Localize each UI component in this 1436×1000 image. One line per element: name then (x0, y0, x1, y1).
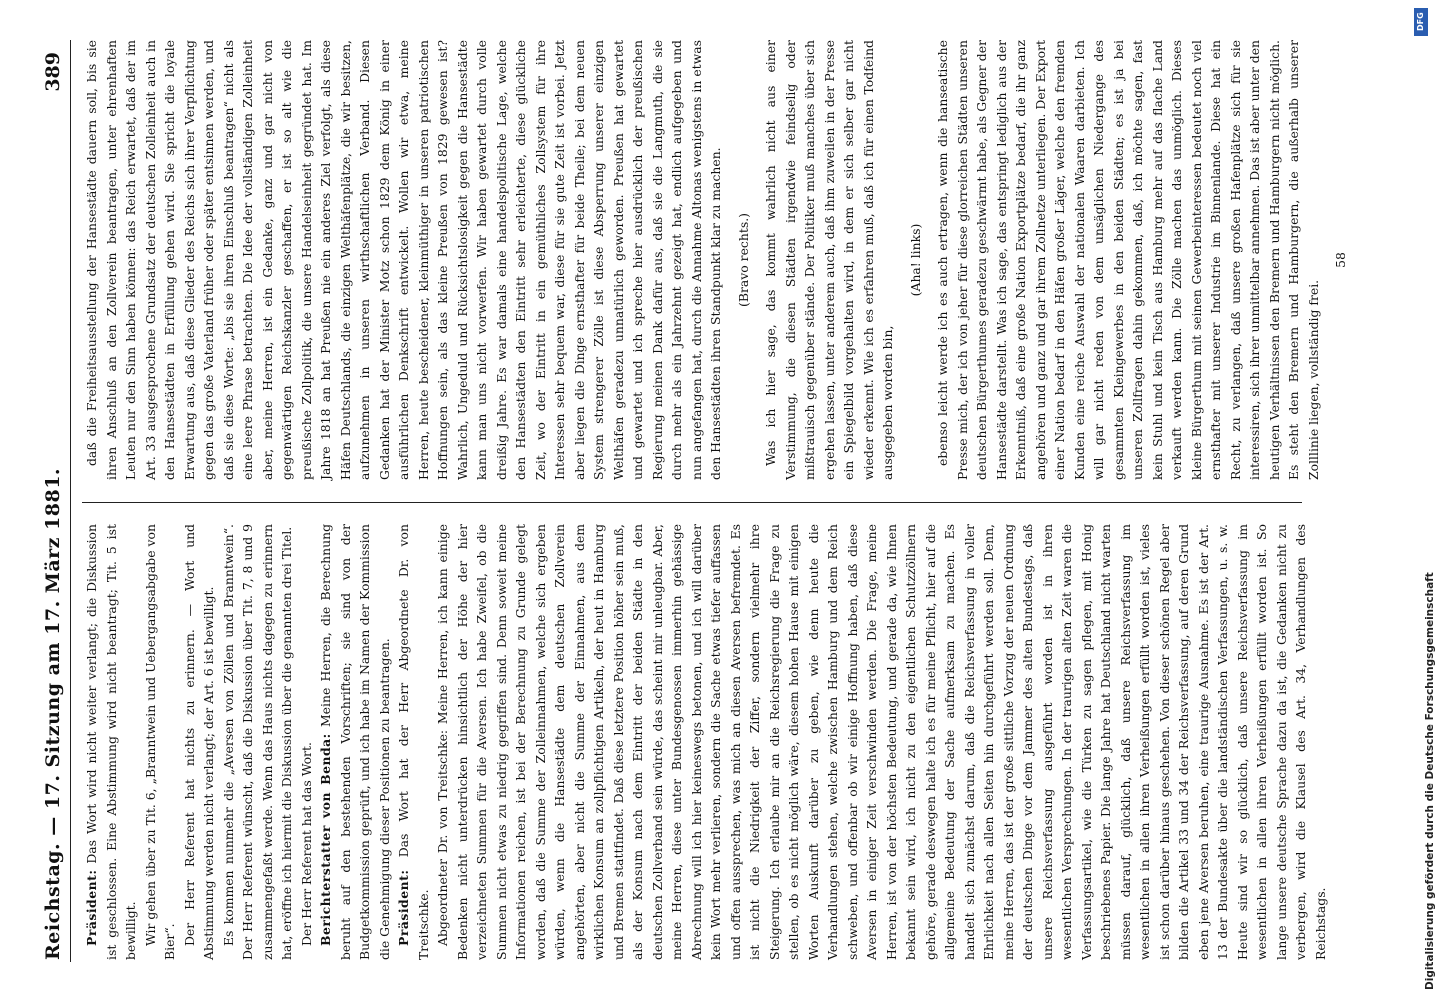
page-number: 389 (42, 52, 64, 92)
dfg-logo: DFG (1414, 8, 1428, 36)
speaker-name: Präsident: (84, 869, 99, 946)
interjection: (Bravo rechts.) (735, 213, 751, 307)
column-divider (82, 502, 1302, 503)
paragraph (180, 524, 219, 960)
speaker-name: Berichterstatter von Benda: (318, 733, 333, 946)
paragraph (141, 524, 180, 960)
digitization-credit: Digitalisierung gefördert durch die Deutsche Forschungsgemeinschaft (1424, 572, 1436, 990)
header-rule (70, 40, 71, 962)
page-header (0, 0, 74, 1000)
paragraph-text: ebenso leicht werde ich es auch ertragen, wenn die hanseatische Presse mich, der ich von jeher für diese glorreichen Städten unseren deutschen Bürgerthumes geradezu geschwärmt habe, als Gegner der Hansestädte darstellt. Was ich sage, das entspringt lediglich aus der Erkenntniß, daß eine große Nation Exportplätze bedarf, die ihr ganz angehören und ganz und gar ihrem Zollnetze unterliegen. Der Export einer Nation bedarf in den Häfen großer Läger, welche den fremden Kunden eine reiche Auswahl der nationalen Waaren darbieten. Ich will gar nicht reden von dem unsäglichen Niedergange des gesammten Kleingewerbes in den beiden Städten; es ist ja bei unseren Zollfragen dahin gekommen, daß, ich möchte sagen, fast kein Stuhl und kein Tisch aus Hamburg mehr auf das flache Land verkauft werden kann. Die Zölle machen das unmöglich. Dieses kleine Bürgerthum mit seinen Gewerbeinteressen bedeutet noch viel ernsthafter mit unserer Industrie im Binnenlande. Diese hat ein Recht, zu verlangen, daß unsere großen Hafenplätze sich für sie interessiren, sich ihrer unmittelbar annehmen. Das ist aber unter den heutigen Verhältnissen den Bremern und Hamburgern nicht möglich. Es steht den Bremern und Hamburgern, die außerhalb unserer Zolllinie liegen, vollständig frei. (935, 39, 1321, 480)
speaker-name: Präsident: (396, 869, 411, 946)
right-column (82, 40, 1359, 480)
interjection: 58 (1333, 252, 1348, 268)
paragraph-text: Was ich hier sage, das kommt wahrlich nicht aus einer Verstimmung, die diesen Städten irgendwie feindselig oder mißtrauisch gegenüber stände. Der Politiker muß manches über sich ergehen lassen, unter anderem auch, daß ihm zuweilen in der Presse ein Spiegelbild vorgehalten wird, in dem er sich selber gar nicht wieder erkennt. Wie ich es erfahren muß, daß ich für einen Todfeind ausgegeben worden bin, (763, 40, 895, 480)
paragraph (394, 524, 433, 960)
interjection: (Aha! links) (907, 223, 923, 297)
paragraph (219, 524, 297, 960)
paragraph-text: Der Herr Referent hat nichts zu erinnern. — Wort und Abstimmung werden nicht verlangt; der Art. 6 ist bewilligt. (181, 524, 216, 960)
paragraph (433, 524, 1330, 960)
running-title: Reichstag. — 17. Sitzung am 17. März 1881. (42, 467, 64, 960)
paragraph-text: daß die Freiheitsausstellung der Hansestädte dauern soll, bis sie ihren Anschluß an den Zollverein beantragen, unter ehrenhaften Leuten nur den Sinn haben können: das Reich erwartet, daß der im Art. 33 ausgesprochene Grundsatz der deutschen Zolleinheit auch in den Hansestädten in Erfüllung gehen wird. Sie spricht die loyale Erwartung aus, daß diese Glieder des Reichs sich ihrer Verpflichtung gegen das große Vaterland früher oder später entsinnen werden, und daß sie diese Worte: „bis sie ihren Einschluß beantragen“ nicht als eine leere Phrase betrachten. Die Idee der vollständigen Zolleinheit aber, meine Herren, ist ein Gedanke, ganz und gar nicht von gegenwärtigen Reichskanzler geschaffen, er ist so alt wie die preußische Zollpolitik, die unsere Handelseinheit gegründet hat. Im Jahre 1818 an hat Preußen nie ein anderes Ziel verfolgt, als diese Häfen Deutschlands, die einzigen Welthäfenplätze, die wir besitzen, aufzunehmen in unseren wirthschaftlichen Verband. Diesen Gedanken hat der Minister Motz schon 1829 dem König in einer ausführlichen Denkschrift entwickelt. Wollen wir etwa, meine Herren, heute bescheidener, kleinmüthiger in unseren patriotischen Hoffnungen sein, als das kleine Preußen von 1829 gewesen ist? Wahrlich, Ungeduld und Rücksichtslosigkeit gegen die Hansestädte kann man uns nicht vorwerfen. Wir haben gewartet durch volle dreißig Jahre. Es war damals eine handelspolitische Lage, welche den Hansestädten den Eintritt sehr erleichterte, diese glückliche Zeit, wo der Eintritt in ein gemüthliches Zollsystem für ihre Interessen sehr bequem war, diese für sie gute Zeit ist vorbei. Jetzt aber liegen die Dinge ernsthafter für beide Theile; bei dem neuen System strengerer Zölle ist diese Absperrung unserer einzigen Welthäfen geradezu unnatürlich geworden. Preußen hat gewartet und gewartet und ich spreche hier ausdrücklich der preußischen Regierung meinen Dank dafür aus, daß sie die Langmuth, die sie durch mehr als ein Jahrzehnt gezeigt hat, endlich aufgegeben und nun angefangen hat, durch die Annahme Altonas wenigstens in etwas den Hansestädten ihren Standpunkt klar zu machen. (84, 40, 723, 480)
paragraph (761, 40, 898, 480)
paragraph (82, 524, 141, 960)
paragraph (933, 40, 1323, 480)
paragraph (82, 40, 726, 480)
paragraph-text: Abgeordneter Dr. von Treitschke: Meine Herren, ich kann einige Bedenken nicht unterdrücken hinsichtlich der Höhe der hier verzeichneten Summen für die Aversen. Ich habe Zweifel, ob die Summen nicht etwas zu niedrig gegriffen sind. Denn soweit meine Informationen reichen, ist bei der Berechnung zu Grunde gelegt worden, daß die Summe der Zolleinnahmen, welche sich ergeben würden, wenn die Hansestädte dem deutschen Zollverein angehörten, aber nicht die Summe der Einnahmen, aus dem wirklichen Konsum an zollpflichtigen Artikeln, der heut in Hamburg und Bremen stattfindet. Daß diese letztere Position höher sein muß, als der Konsum nach dem Eintritt der beiden Städte in den deutschen Zollverband sein würde, das scheint mir unleugbar. Aber, meine Herren, diese unter Bundesgenossen immerhin gehässige Abrechnung will ich hier keineswegs betonen, und ich will darüber kein Wort mehr verlieren, sondern die Sache etwas tiefer auffassen und offen aussprechen, was mich an diesen Aversen befremdet. Es ist nicht die Niedrigkeit der Ziffer, sondern vielmehr ihre Steigerung. Ich erlaube mir an die Reichsregierung die Frage zu stellen, ob es nicht möglich wäre, diesem hohen Hause mit einigen Worten Auskunft darüber zu geben, wie denn heute die Verhandlungen stehen, welche zwischen Hamburg und dem Reich schweben, und offenbar ob wir einige Hoffnung haben, daß diese Aversen in einiger Zeit verschwinden werden. Die Frage, meine Herren, ist von der höchsten Bedeutung, und gerade da, wie Ihnen bekannt sein wird, ich nicht zu den eigentlichen Schutzzöllnern gehöre, gerade deswegen halte ich es für meine Pflicht, hier auf die allgemeine Bedeutung der Sache aufmerksam zu machen. Es handelt sich zunächst darum, daß die Reichsverfassung in voller Ehrlichkeit nach allen Seiten hin durchgeführt werden soll. Denn, meine Herren, das ist der große sittliche Vorzug der neuen Ordnung der deutschen Dinge vor dem Jammer des alten Bundestags, daß unsere Reichsverfassung ausgeführt worden ist in ihren wesentlichen Versprechungen. In der traurigen alten Zeit waren die Verfassungsartikel, wie die Türken zu sagen pflegen, mit Honig beschriebenes Papier. Die lange Jahre hat Deutschland nicht warten müssen darauf, glücklich, daß unsere Reichsverfassung im wesentlichen in allen ihren Verheißungen erfüllt worden ist, vieles ist schon darüber hinaus geschehen. Von dieser schönen Regel aber bilden die Artikel 33 und 34 der Reichsverfassung, auf deren Grund eben jene Aversen beruhen, eine traurige Ausnahme. Es ist der Art. 13 der Bundesakte über die landständischen Verfassungen, u. s. w. Heute sind wir so glücklich, daß unsere Reichsverfassung im wesentlichen in allen ihren Verheißungen erfüllt worden ist. So lange unsere deutsche Sprache dazu da ist, die Gedanken nicht zu verbergen, wird die Klausel des Art. 34, Verhandlungen des Reichstags. (435, 524, 1328, 960)
left-column (82, 524, 1330, 960)
paragraph (316, 524, 394, 960)
paragraph-text: Das Wort hat der Herr Abgeordnete Dr. von Treitschke. (396, 524, 431, 960)
paragraph-text: Es kommen nunmehr die „Aversen von Zöllen und Branntwein“. Der Herr Referent wünscht, daß die Diskussion über Tit. 7, 8 und 9 zusammengefaßt werde. Wenn das Haus nichts dagegen zu erinnern hat, eröffne ich hiermit die Diskussion über die genannten drei Titel. (220, 524, 294, 960)
paragraph-text: Meine Herren, die Berechnung beruht auf den bestehenden Vorschriften; sie sind von der Budgetkommission geprüft, und ich habe im Namen der Kommission die Genehmigung dieser Positionen zu beantragen. (318, 524, 392, 960)
paragraph-text: Das Wort wird nicht weiter verlangt; die Diskussion ist geschlossen. Eine Abstimmung wird nicht beantragt; Tit. 5 ist bewilligt. (84, 524, 138, 960)
paragraph-text: Der Herr Referent hat das Wort. (298, 742, 314, 946)
paragraph-text: Wir gehen über zu Tit. 6, „Branntwein und Uebergangsabgabe von Bier“. (142, 524, 177, 960)
paragraph (297, 524, 317, 960)
